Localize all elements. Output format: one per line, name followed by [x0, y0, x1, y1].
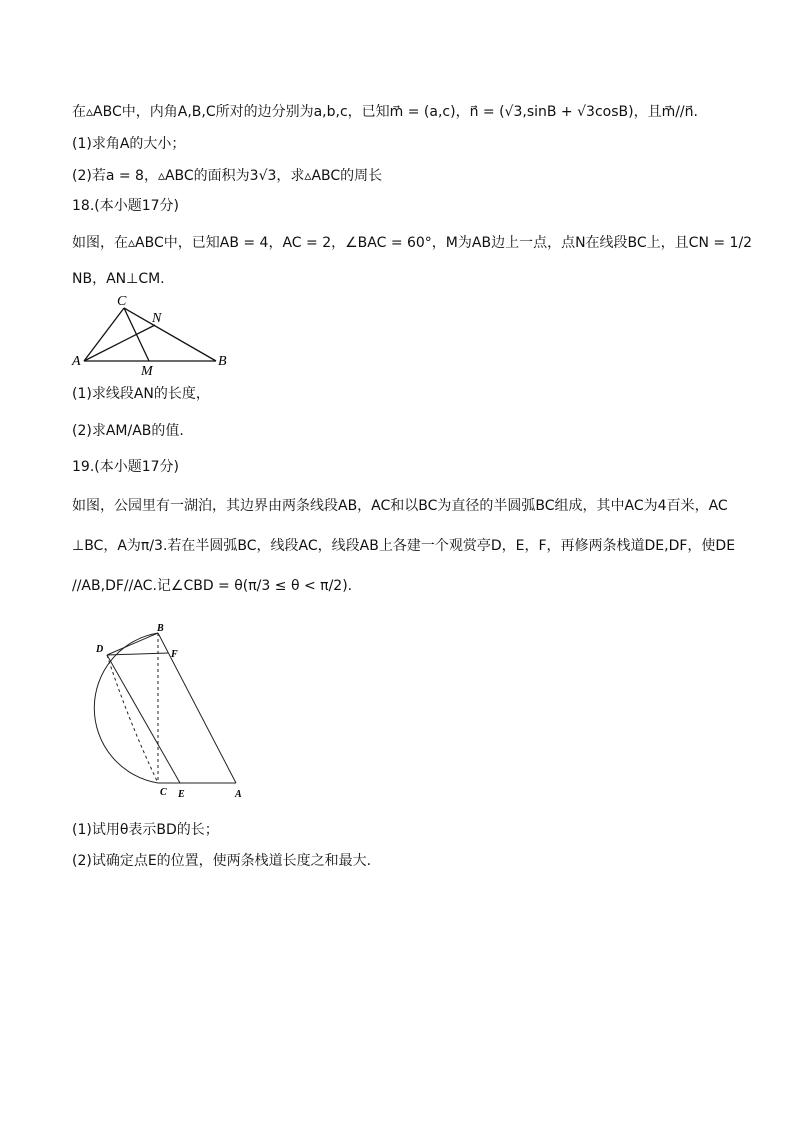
- label-c: C: [117, 294, 127, 309]
- label-b2: B: [157, 623, 164, 634]
- label-f: F: [171, 649, 178, 660]
- problem17-stem: 在▵ABC中，内角A,B,C所对的边分别为a,b,c，已知m⃗ = (a,c)，n⃗ = (√3,sinB + √3cosB)，且m⃗//n⃗.: [72, 104, 698, 120]
- problem18-part1: (1)求线段AN的长度，: [72, 386, 210, 402]
- problem19-part1: (1)试用θ表示BD的长；: [72, 822, 219, 838]
- problem17-part1: (1)求角A的大小；: [72, 136, 186, 152]
- problem18-stem-line2: NB，AN⊥CM.: [72, 271, 165, 287]
- problem18-part2: (2)求AM/AB的值.: [72, 423, 184, 439]
- problem19-part2: (2)试确定点E的位置，使两条栈道长度之和最大.: [72, 853, 372, 869]
- label-m: M: [141, 364, 153, 379]
- label-d: D: [96, 644, 104, 655]
- problem19-stem-line1: 如图，公园里有一湖泊，其边界由两条线段AB，AC和以BC为直径的半圆弧BC组成，其中AC为4百米，AC: [72, 498, 728, 514]
- problem19-stem-line3: //AB,DF//AC.记∠CBD = θ(π/3 ≤ θ < π/2).: [72, 578, 353, 594]
- label-a: A: [72, 354, 81, 369]
- problem17-part2: (2)若a = 8，▵ABC的面积为3√3，求▵ABC的周长: [72, 168, 383, 184]
- label-c2: C: [160, 787, 167, 798]
- label-n: N: [152, 311, 162, 326]
- problem19-header: 19.(本小题17分): [72, 459, 180, 475]
- label-b: B: [218, 354, 227, 369]
- problem18-stem-line1: 如图，在▵ABC中，已知AB = 4，AC = 2，∠BAC = 60°，M为AB边上一点，点N在线段BC上，且CN = 1/2: [72, 235, 753, 251]
- label-a2: A: [235, 789, 242, 800]
- problem18-header: 18.(本小题17分): [72, 198, 180, 214]
- problem19-stem-line2: ⊥BC，A为π/3.若在半圆弧BC，线段AC，线段AB上各建一个观赏亭D，E，F，再修两条栈道DE,DF，使DE: [72, 538, 736, 554]
- label-e: E: [178, 789, 185, 800]
